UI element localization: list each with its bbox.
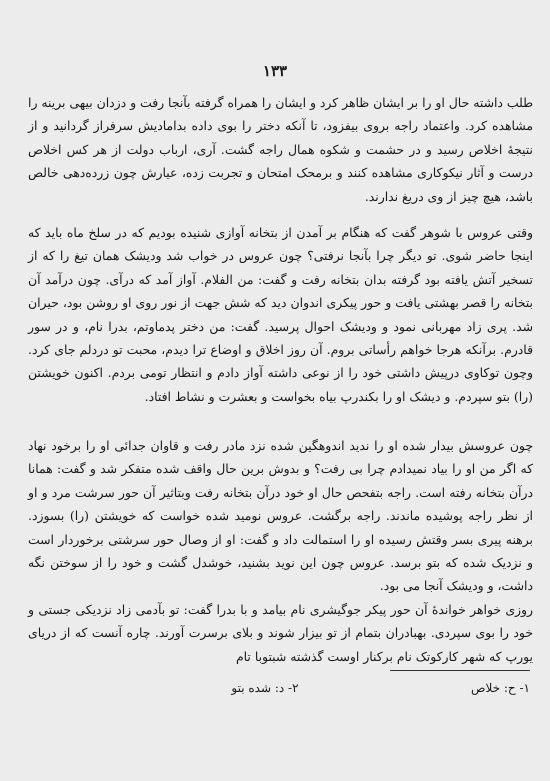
paragraph <box>28 221 533 408</box>
paragraph-text: طلب داشته حال او را بر ایشان ظاهر کرد و ایشان را همراه گرفته بآنجا رفت و دزدان بیهی برینه را مشاهده کرد. واعتماد راجه بروی بیفزود، تا آنکه دختر را بوی داده بدامادیش سرفراز گردانید و از نتیجهٔ اخلاص رسید و در حشمت و شکوه همال راجه گشت. آری، ارباب دولت از هر کس اخلاص درست و آثار نیکوکاری مشاهده کنند و برمحک امتحان و تجربت زده، عیارش چون زرده‌دهی خالص باشد، هیچ چیز از وی دریغ ندارند. <box>28 95 533 204</box>
footnote: ۲- د: شده بتو <box>231 681 299 695</box>
footnote-divider <box>390 670 530 671</box>
page-number: ۱۳۳ <box>262 62 288 80</box>
footnote: ۱- ح: خلاص <box>470 681 530 695</box>
paragraph-text: چون عروسش بیدار شده او را ندید اندوهگین شده نزد مادر رفت و قاوان جدائی او را برخود نهاد که اگر من او را بیاد نمیدادم چرا بی‌ رفت؟ و بدوش برین حال واقف شده متفکر شد و گفت: همانا درآن بتخانه رفته است. راجه بتفحص حال او خود درآن بتخانه رفت وبتاثیر آن حور سرشت مرد و او از نظر راجه پوشیده ماندند. راجه برگشت. عروس نومید شده خواست که خویشتن (را) بسوزد. برهنه پیری بسر وقتش رسیده او را استمالت داد و گفت: او از وصال حور سرشتی برخوردار است و نزدیک شده که بتو برسد. عروس چون این نوید بشنید، خوشدل گشت و خود را از سوختن نگه داشت، و ودیشک آنجا می بود. <box>28 438 533 594</box>
paragraph <box>28 434 533 598</box>
paragraph-text: وقتی عروس با شوهر گفت که هنگام بر آمدن از بتخانه آوازی شنیده بودیم که در سلخ ماه باید که اینجا حاضر شوی. تو دیگر چرا بآنجا نرفتی؟ چون عروس در خواب شد ودیشک همان تیغ را که از تسخیر آتش یافته بود گرفته بدان بتخانه رفت و گفت: من الفلام. آواز آمد که درآی. چون درآمد آن بتخانه را قصر بهشتی یافت و حور پیکری اندوان دید که شش جهت از نور روی او روشن بود، حیران شد. پری زاد مهربانی نمود و ودیشک احوال پرسید. گفت: من دختر پدماوتم، بدرا نام، و در سور قادرم. برآنکه هرجا خواهم رأساتی بروم. آن روز اخلاق و اوضاع ترا دیدم، محبت تو دردلم جای کرد. وچون توکاوی درپیش داشتی خود را از نوعی داشته آواز دادم و انتظار تومی بردم. اکنون خویشتن (را) بتو سپردم. و دیشک او را بکندرپ بیاه بخواست و بعشرت و نشاط افتاد. <box>28 225 533 404</box>
paragraph <box>28 598 533 668</box>
paragraph-text: روزی خواهر خواندهٔ آن حور پیکر جوگیشری نام بیامد و با بدرا گفت: تو بآدمی زاد نزدیکی جستی و خود را بوی سپردی. بهبادران بتمام از تو بیزار شوند و بلای برسرت آورند. چاره آنست که از دریای یورپ که شهر کارکوتک نام برکنار اوست گذشته شبتوبا تام <box>28 602 533 664</box>
paragraph <box>28 91 533 208</box>
